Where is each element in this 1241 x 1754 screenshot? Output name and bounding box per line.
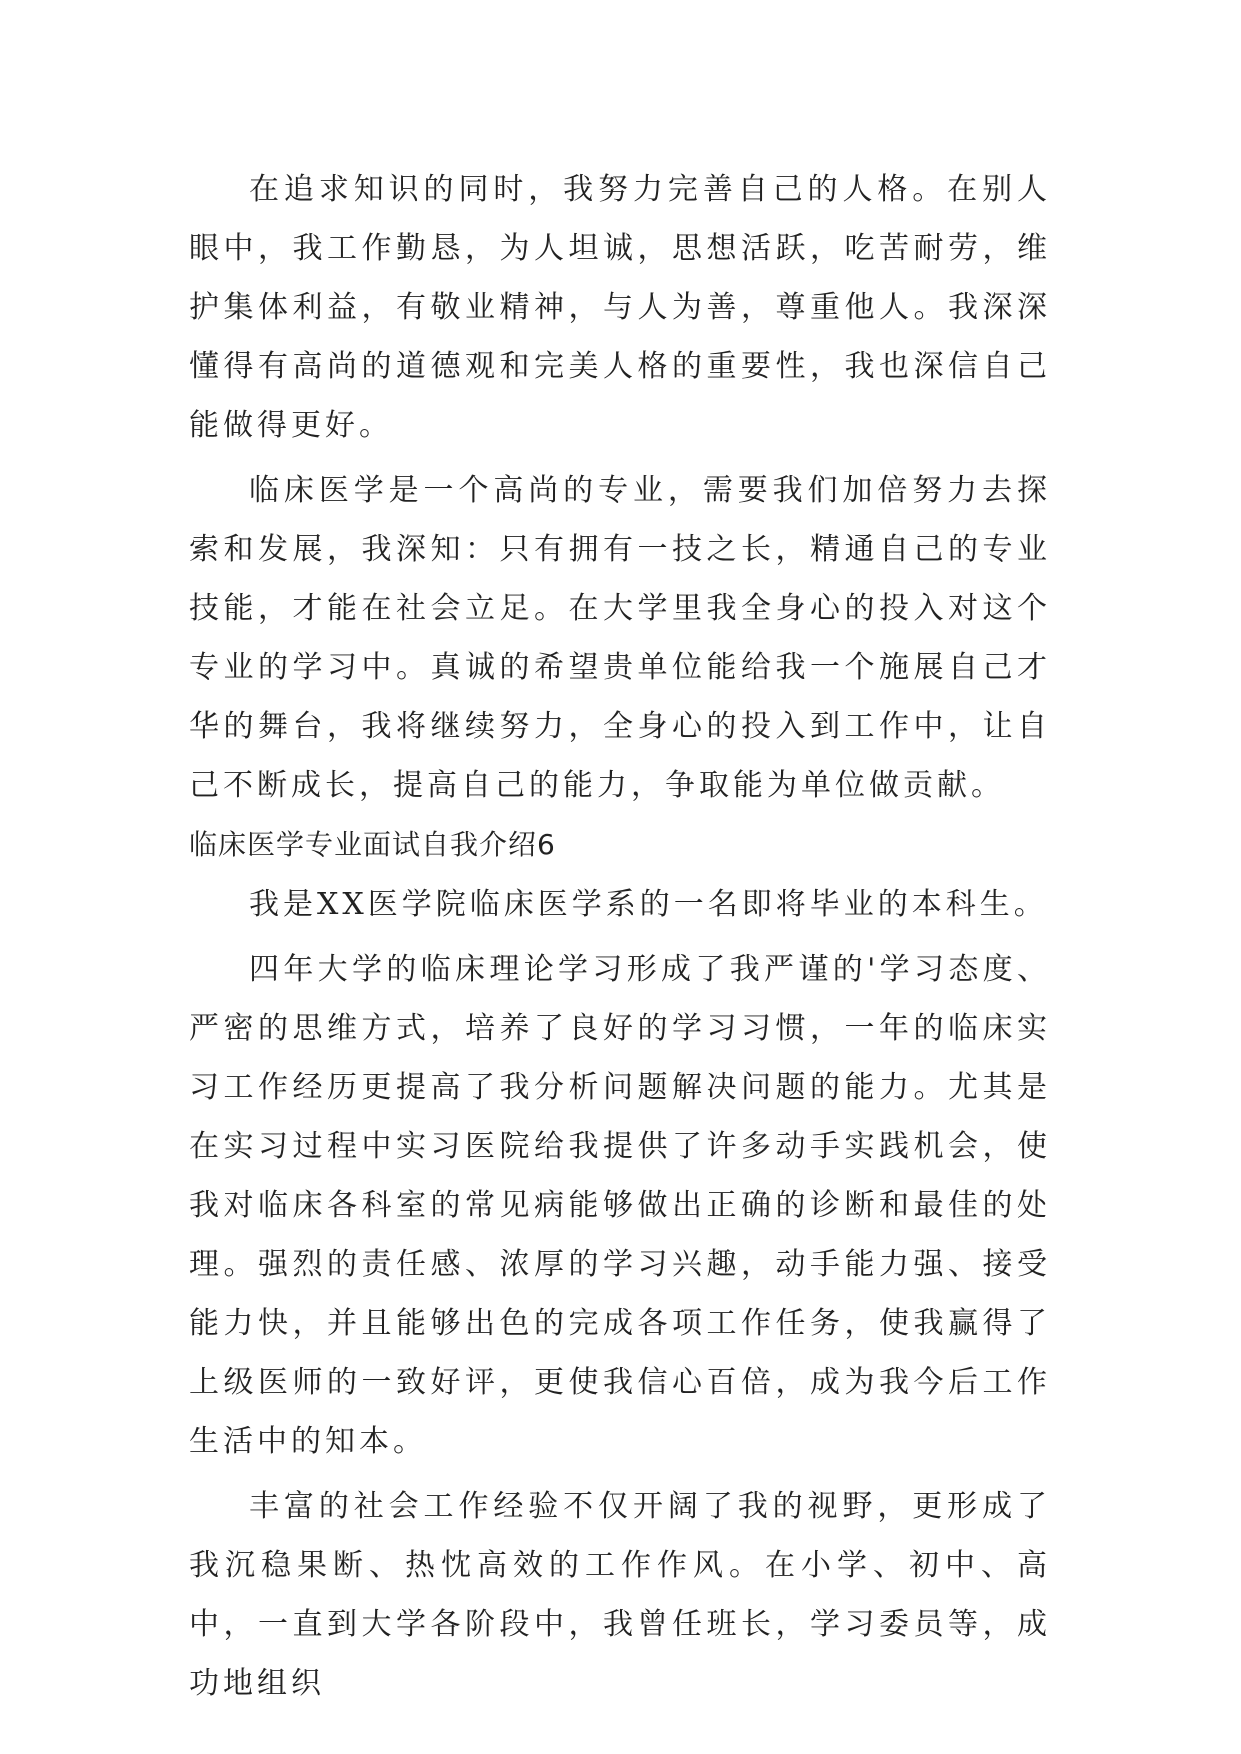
document-body bbox=[189, 160, 1051, 1719]
paragraph-personality: 在追求知识的同时，我努力完善自己的人格。在别人眼中，我工作勤恳，为人坦诚，思想活跃，吃苦耐劳，维护集体利益，有敬业精神，与人为善，尊重他人。我深深懂得有高尚的道德观和完美人格的重要性，我也深信自己能做得更好。 bbox=[189, 172, 1051, 443]
paragraph-intro: 我是XX医学院临床医学系的一名即将毕业的本科生。 bbox=[249, 887, 1048, 922]
section-heading: 临床医学专业面试自我介绍6 bbox=[189, 828, 556, 861]
paragraph-social-experience: 丰富的社会工作经验不仅开阔了我的视野，更形成了我沉稳果断、热忱高效的工作作风。在小学、初中、高中，一直到大学各阶段中，我曾任班长，学习委员等，成功地组织 bbox=[189, 1489, 1051, 1701]
paragraph-study-experience: 四年大学的临床理论学习形成了我严谨的'学习态度、严密的思维方式，培养了良好的学习习惯，一年的临床实习工作经历更提高了我分析问题解决问题的能力。尤其是在实习过程中实习医院给我提供了许多动手实践机会，使我对临床各科室的常见病能够做出正确的诊断和最佳的处理。强烈的责任感、浓厚的学习兴趣，动手能力强、接受能力快，并且能够出色的完成各项工作任务，使我赢得了上级医师的一致好评，更使我信心百倍，成为我今后工作生活中的知本。 bbox=[189, 952, 1051, 1459]
paragraph-clinical-medicine: 临床医学是一个高尚的专业，需要我们加倍努力去探索和发展，我深知：只有拥有一技之长，精通自己的专业技能，才能在社会立足。在大学里我全身心的投入对这个专业的学习中。真诚的希望贵单位能给我一个施展自己才华的舞台，我将继续努力，全身心的投入到工作中，让自己不断成长，提高自己的能力，争取能为单位做贡献。 bbox=[189, 473, 1051, 803]
